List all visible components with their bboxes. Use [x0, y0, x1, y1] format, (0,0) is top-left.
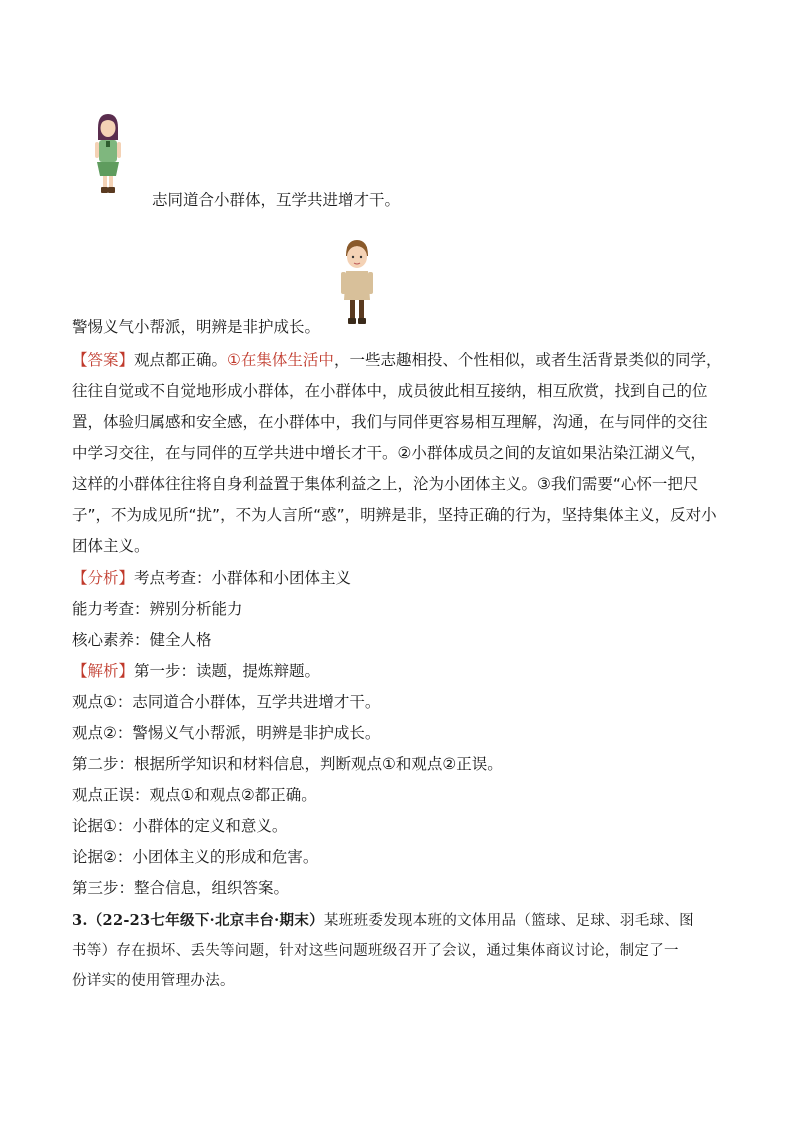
analysis-line-1	[72, 568, 351, 588]
solution-line-3: 观点②：警惕义气小帮派，明辨是非护成长。	[72, 724, 381, 742]
analysis-topic: 考点考查：小群体和小团体主义	[134, 569, 352, 587]
solution-label: 【解析】	[72, 662, 135, 680]
question3-number: 3.	[72, 912, 88, 929]
answer-line-1	[72, 350, 721, 370]
analysis-line-3: 核心素养：健全人格	[72, 631, 212, 649]
solution-line-7: 论据②：小团体主义的形成和危害。	[72, 848, 319, 866]
solution-line-2: 观点①：志同道合小群体，互学共进增才干。	[72, 693, 381, 711]
solution-step1: 第一步：读题，提炼辩题。	[134, 662, 321, 680]
analysis-line-2: 能力考查：辨别分析能力	[72, 600, 243, 618]
solution-line-8: 第三步：整合信息，组织答案。	[72, 879, 290, 897]
figure1-caption: 志同道合小群体，互学共进增才干。	[152, 191, 401, 209]
answer-line1-rest: ，一些志趣相投、个性相似，或者生活背景类似的同学，	[333, 351, 722, 369]
answer-line-3: 置，体验归属感和安全感，在小群体中，我们与同伴更容易相互理解，沟通，在与同伴的交往	[72, 413, 708, 431]
figure2-caption: 警惕义气小帮派，明辨是非护成长。	[72, 318, 321, 336]
answer-label: 【答案】	[72, 351, 135, 369]
answer-line-7: 团体主义。	[72, 537, 150, 555]
question3-line1-rest: 某班班委发现本班的文体用品（篮球、足球、羽毛球、图	[323, 913, 694, 929]
question3-source: （22-23七年级下·北京丰台·期末）	[87, 912, 324, 929]
answer-lead: 观点都正确。	[134, 351, 228, 369]
solution-line-4: 第二步：根据所学知识和材料信息，判断观点①和观点②正误。	[72, 755, 503, 773]
answer-line-5: 这样的小群体往往将自身利益置于集体利益之上，沦为小团体主义。③我们需要“心怀一把尺	[72, 475, 699, 493]
question3-line-3: 份详实的使用管理办法。	[72, 973, 235, 989]
answer-line-6: 子”，不为成见所“扰”，不为人言所“惑”，明辨是非，坚持正确的行为，坚持集体主义，反对小	[72, 506, 717, 524]
girl-illustration	[92, 112, 124, 197]
question3-line-1	[72, 906, 724, 936]
solution-line-6: 论据①：小群体的定义和意义。	[72, 817, 288, 835]
answer-line-2: 往往自觉或不自觉地形成小群体，在小群体中，成员彼此相互接纳，相互欣赏，找到自己的位	[72, 382, 708, 400]
solution-line-5: 观点正误：观点①和观点②都正确。	[72, 786, 317, 804]
question3	[72, 906, 724, 996]
answer-line-4: 中学习交往，在与同伴的互学共进中增长才干。②小群体成员之间的友谊如果沾染江湖义气，	[72, 444, 706, 462]
analysis-label: 【分析】	[72, 569, 135, 587]
boy-illustration	[338, 238, 376, 328]
solution-line-1	[72, 661, 320, 681]
question3-line-2: 书等）存在损坏、丢失等问题，针对这些问题班级召开了会议，通过集体商议讨论，制定了一	[72, 943, 679, 959]
answer-highlight: ①在集体生活中	[227, 351, 334, 369]
